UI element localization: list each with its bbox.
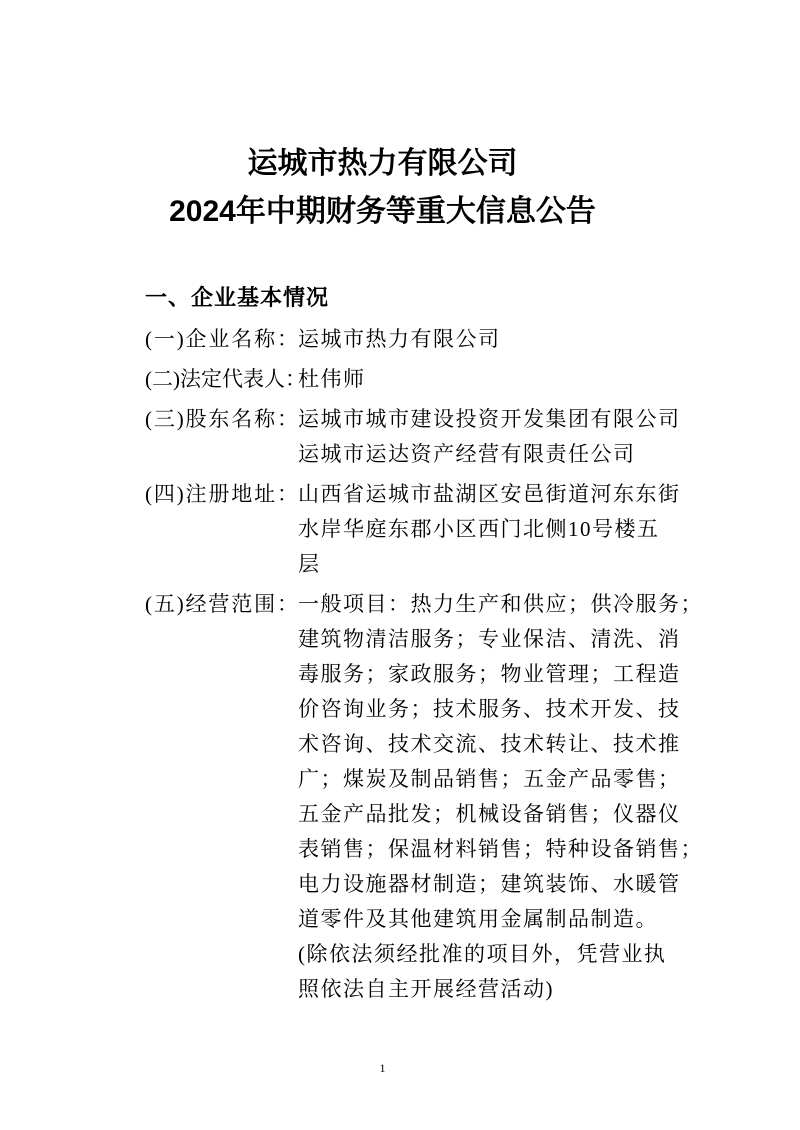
field-legal-representative-value <box>298 362 620 397</box>
field-registered-address-label: (四)注册地址： <box>145 482 298 506</box>
value-line: 毒服务；家政服务；物业管理；工程造 <box>298 662 681 686</box>
value-line: 山西省运城市盐湖区安邑街道河东东街 <box>298 482 681 506</box>
value-line: 水岸华庭东郡小区西门北侧10号楼五 <box>298 517 660 541</box>
value-line: 照依法自主开展经营活动) <box>298 977 554 1001</box>
field-shareholder-names-label: (三)股东名称： <box>145 407 298 431</box>
value-line: 建筑物清洁服务；专业保洁、清洗、消 <box>298 627 681 651</box>
value-line: 运城市城市建设投资开发集团有限公司 <box>298 407 681 431</box>
value-line: 道零件及其他建筑用金属制品制造。 <box>298 907 658 931</box>
basic-info-list <box>145 322 703 1007</box>
section-heading: 一、企业基本情况 <box>145 285 330 310</box>
field-legal-representative-label: (二)法定代表人： <box>145 367 306 391</box>
field-company-name <box>145 322 620 357</box>
field-company-name-label: (一)企业名称： <box>145 327 298 351</box>
field-registered-address <box>145 477 681 582</box>
value-line: 层 <box>298 552 321 576</box>
field-shareholder-names-value <box>298 402 681 472</box>
value-line: 五金产品批发；机械设备销售；仪器仪 <box>298 802 681 826</box>
field-company-name-value <box>298 322 620 357</box>
page-number: 1 <box>379 1061 386 1075</box>
value-line: (除依法须经批准的项目外，凭营业执 <box>298 942 667 966</box>
title-line-1: 运城市热力有限公司 <box>247 147 518 180</box>
field-shareholder-names <box>145 402 681 472</box>
value-line: 一般项目：热力生产和供应；供冷服务； <box>298 592 703 616</box>
value-line: 运城市运达资产经营有限责任公司 <box>298 442 636 466</box>
title-line-2: 2024年中期财务等重大信息公告 <box>169 195 596 228</box>
field-legal-representative <box>145 362 620 397</box>
field-business-scope <box>145 587 703 1007</box>
field-business-scope-label: (五)经营范围： <box>145 592 298 616</box>
page-footer <box>145 1061 620 1075</box>
value-line: 广；煤炭及制品销售；五金产品零售； <box>298 767 681 791</box>
value-line: 术咨询、技术交流、技术转让、技术推 <box>298 732 681 756</box>
value-line: 表销售；保温材料销售；特种设备销售； <box>298 837 703 861</box>
field-registered-address-value <box>298 477 681 582</box>
document-title <box>145 140 620 236</box>
value-line: 运城市热力有限公司 <box>298 327 501 351</box>
value-line: 杜伟师 <box>298 367 366 391</box>
value-line: 价咨询业务；技术服务、技术开发、技 <box>298 697 681 721</box>
field-business-scope-value <box>298 587 703 1007</box>
value-line: 电力设施器材制造；建筑装饰、水暖管 <box>298 872 681 896</box>
